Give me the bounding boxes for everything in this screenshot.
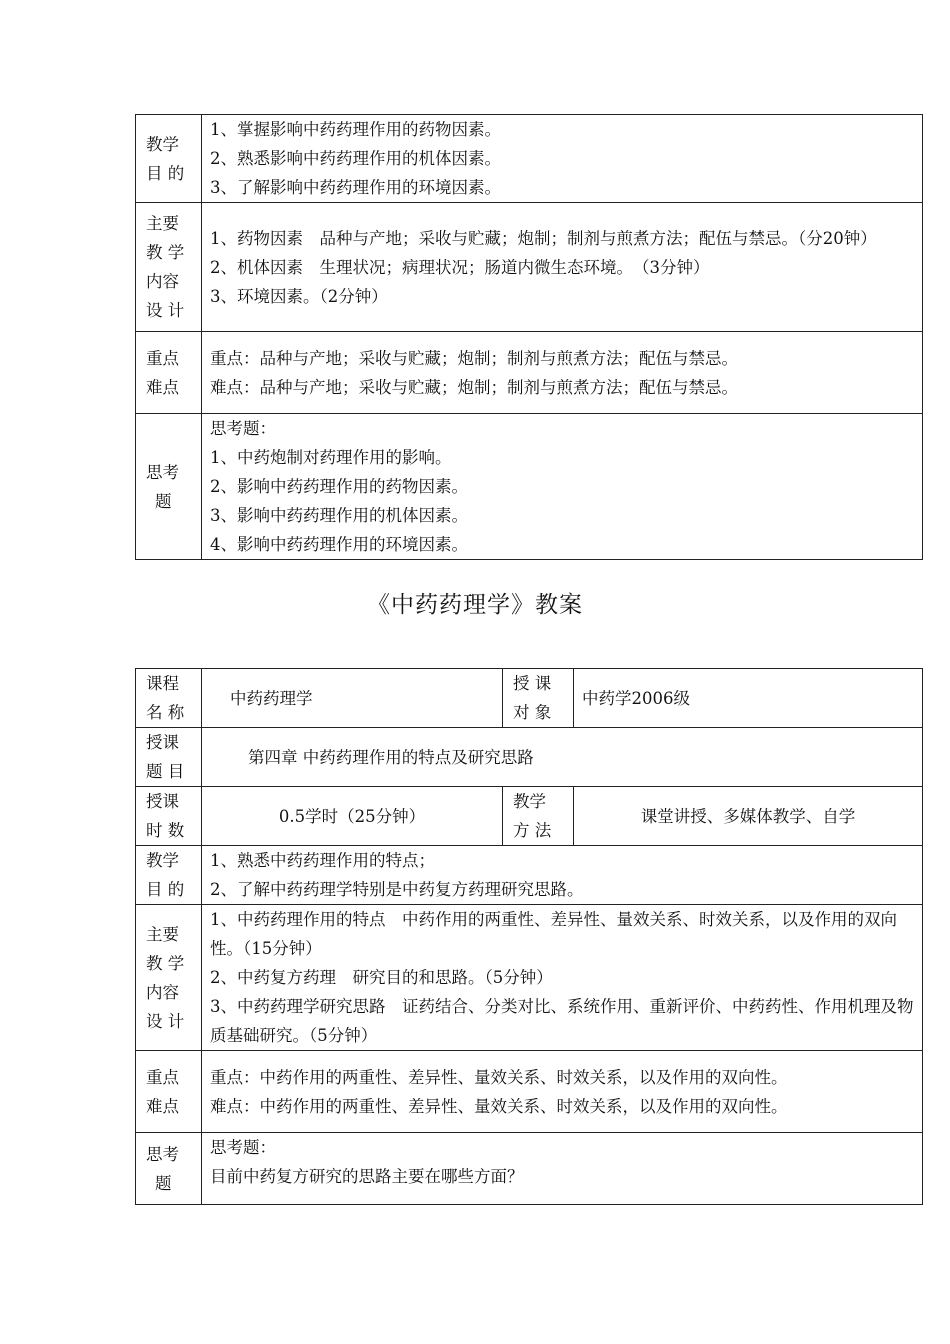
keypoints-row bbox=[136, 1051, 923, 1133]
list-item: 2、中药复方药理 研究目的和思路。（5分钟） bbox=[210, 968, 553, 987]
list-item: 1、药物因素 品种与产地；采收与贮藏；炮制；制剂与煎煮方法；配伍与禁忌。（分20钟） bbox=[210, 228, 877, 248]
objectives-row bbox=[136, 846, 923, 905]
content-body bbox=[202, 905, 923, 1051]
questions-row bbox=[136, 1133, 923, 1205]
list-item: 3、环境因素。（2分钟） bbox=[210, 286, 388, 306]
list-item: 1、掌握影响中药药理作用的药物因素。 bbox=[210, 120, 501, 139]
questions-label: 思考 题 bbox=[136, 414, 202, 560]
list-item: 思考题： bbox=[210, 419, 276, 438]
keypoints-label: 重点 难点 bbox=[136, 1051, 202, 1133]
list-item: 3、了解影响中药药理作用的环境因素。 bbox=[210, 178, 501, 197]
list-item: 4、影响中药药理作用的环境因素。 bbox=[210, 535, 468, 554]
list-item: 3、影响中药药理作用的机体因素。 bbox=[210, 506, 468, 525]
lesson-plan-table-1 bbox=[135, 114, 923, 560]
keypoints-body bbox=[202, 1051, 923, 1133]
keypoints-body bbox=[202, 332, 923, 414]
content-body bbox=[202, 203, 923, 332]
objectives-row bbox=[136, 115, 923, 203]
method-label: 教学 方 法 bbox=[503, 787, 574, 846]
content-row bbox=[136, 905, 923, 1051]
audience-label: 授 课 对 象 bbox=[503, 669, 574, 728]
objectives-content bbox=[202, 115, 923, 203]
course-value: 中药药理学 bbox=[202, 669, 503, 728]
lesson-plan-table-2 bbox=[135, 668, 923, 1205]
topic-value: 第四章 中药药理作用的特点及研究思路 bbox=[202, 728, 923, 787]
content-row bbox=[136, 203, 923, 332]
content-label: 主要 教 学 内容 设 计 bbox=[136, 905, 202, 1051]
list-item: 重点：中药作用的两重性、差异性、量效关系、时效关系，以及作用的双向性。 bbox=[210, 1067, 788, 1087]
topic-label: 授课 题 目 bbox=[136, 728, 202, 787]
questions-body bbox=[202, 414, 923, 560]
list-item: 2、了解中药药理学特别是中药复方药理研究思路。 bbox=[210, 880, 584, 899]
questions-label: 思考 题 bbox=[136, 1133, 202, 1205]
content-label: 主要 教 学 内容 设 计 bbox=[136, 203, 202, 332]
list-item: 难点：中药作用的两重性、差异性、量效关系、时效关系，以及作用的双向性。 bbox=[210, 1096, 788, 1116]
audience-value: 中药学2006级 bbox=[574, 669, 923, 728]
questions-row bbox=[136, 414, 923, 560]
hours-row bbox=[136, 787, 923, 846]
objectives-label: 教学 目 的 bbox=[136, 846, 202, 905]
list-item: 3、中药药理学研究思路 证药结合、分类对比、系统作用、重新评价、中药药性、作用机理及物质基础研究。（5分钟） bbox=[210, 997, 914, 1045]
objectives-content bbox=[202, 846, 923, 905]
list-item: 1、中药炮制对药理作用的影响。 bbox=[210, 448, 452, 467]
list-item: 重点：品种与产地；采收与贮藏；炮制；制剂与煎煮方法；配伍与禁忌。 bbox=[210, 348, 738, 368]
topic-row bbox=[136, 728, 923, 787]
course-row bbox=[136, 669, 923, 728]
hours-label: 授课 时 数 bbox=[136, 787, 202, 846]
list-item: 难点：品种与产地；采收与贮藏；炮制；制剂与煎煮方法；配伍与禁忌。 bbox=[210, 377, 738, 397]
objectives-label: 教学 目 的 bbox=[136, 115, 202, 203]
list-item: 2、机体因素 生理状况；病理状况；肠道内微生态环境。 （3分钟） bbox=[210, 257, 710, 277]
questions-body bbox=[202, 1133, 923, 1205]
keypoints-label: 重点 难点 bbox=[136, 332, 202, 414]
document-title: 《中药药理学》教案 bbox=[367, 592, 583, 618]
list-item: 目前中药复方研究的思路主要在哪些方面？ bbox=[210, 1167, 524, 1186]
hours-value: 0.5学时（25分钟） bbox=[202, 787, 503, 846]
list-item: 2、熟悉影响中药药理作用的机体因素。 bbox=[210, 149, 501, 168]
list-item: 1、熟悉中药药理作用的特点； bbox=[210, 851, 435, 870]
course-label: 课程 名 称 bbox=[136, 669, 202, 728]
list-item: 2、影响中药药理作用的药物因素。 bbox=[210, 477, 468, 496]
method-value: 课堂讲授、多媒体教学、自学 bbox=[574, 787, 923, 846]
keypoints-row bbox=[136, 332, 923, 414]
list-item: 1、中药药理作用的特点 中药作用的两重性、差异性、量效关系、时效关系，以及作用的双向性。（15分钟） bbox=[210, 910, 897, 958]
list-item: 思考题： bbox=[210, 1138, 276, 1157]
